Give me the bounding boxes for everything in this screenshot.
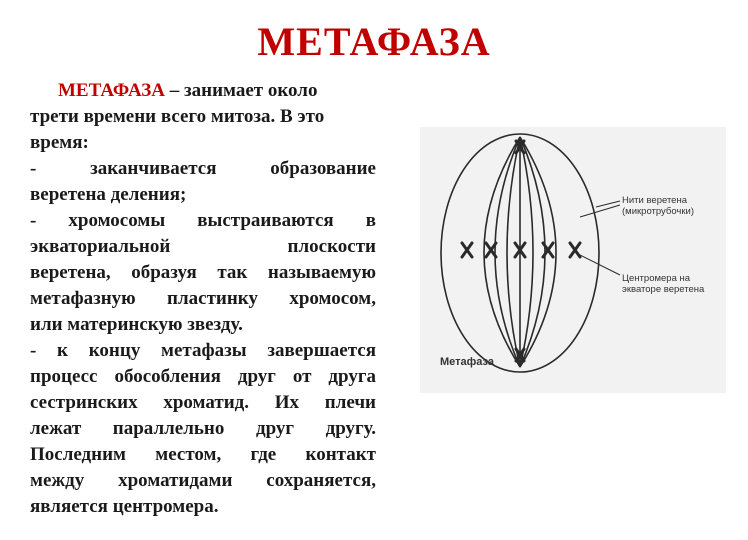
text-line: между хроматидами сохраняется,	[30, 470, 376, 491]
chromosome	[462, 243, 472, 257]
term-metaphase: МЕТАФАЗА	[58, 80, 165, 101]
text-line: трети времени всего митоза. В это	[30, 106, 325, 127]
chromosomes	[462, 141, 580, 361]
description-text	[30, 78, 376, 520]
chromosome	[570, 243, 580, 257]
label-spindle-fibers: Нити веретена (микротрубочки)	[622, 195, 694, 217]
text-line: время:	[30, 132, 89, 153]
text-line: - заканчивается образование	[30, 158, 376, 179]
figure-caption: Метафаза	[440, 356, 494, 368]
text-line: веретена, образуя так называемую	[30, 262, 376, 283]
text-line-1: МЕТАФАЗА – занимает около	[58, 80, 318, 101]
text-line: Последним местом, где контакт	[30, 444, 376, 465]
text-line: процесс обособления друг от друга	[30, 366, 376, 387]
pointer-line	[580, 205, 620, 217]
text-line: метафазную пластинку хромосом,	[30, 288, 376, 309]
text-line: или материнскую звезду.	[30, 314, 243, 335]
text-line: лежат параллельно друг другу.	[30, 418, 376, 439]
spindle-illustration	[420, 127, 726, 393]
page-title: МЕТАФАЗА	[257, 19, 491, 64]
label-centromere: Центромера на экваторе веретена	[622, 273, 705, 295]
text-line: экваториальной плоскости	[30, 236, 376, 257]
text-line: веретена деления;	[30, 184, 187, 205]
text-line: - к концу метафазы завершается	[30, 340, 376, 361]
text-line: - хромосомы выстраиваются в	[30, 210, 376, 231]
text-line: является центромера.	[30, 496, 219, 517]
text-line: сестринских хроматид. Их плечи	[30, 392, 376, 413]
metaphase-diagram	[420, 127, 726, 393]
